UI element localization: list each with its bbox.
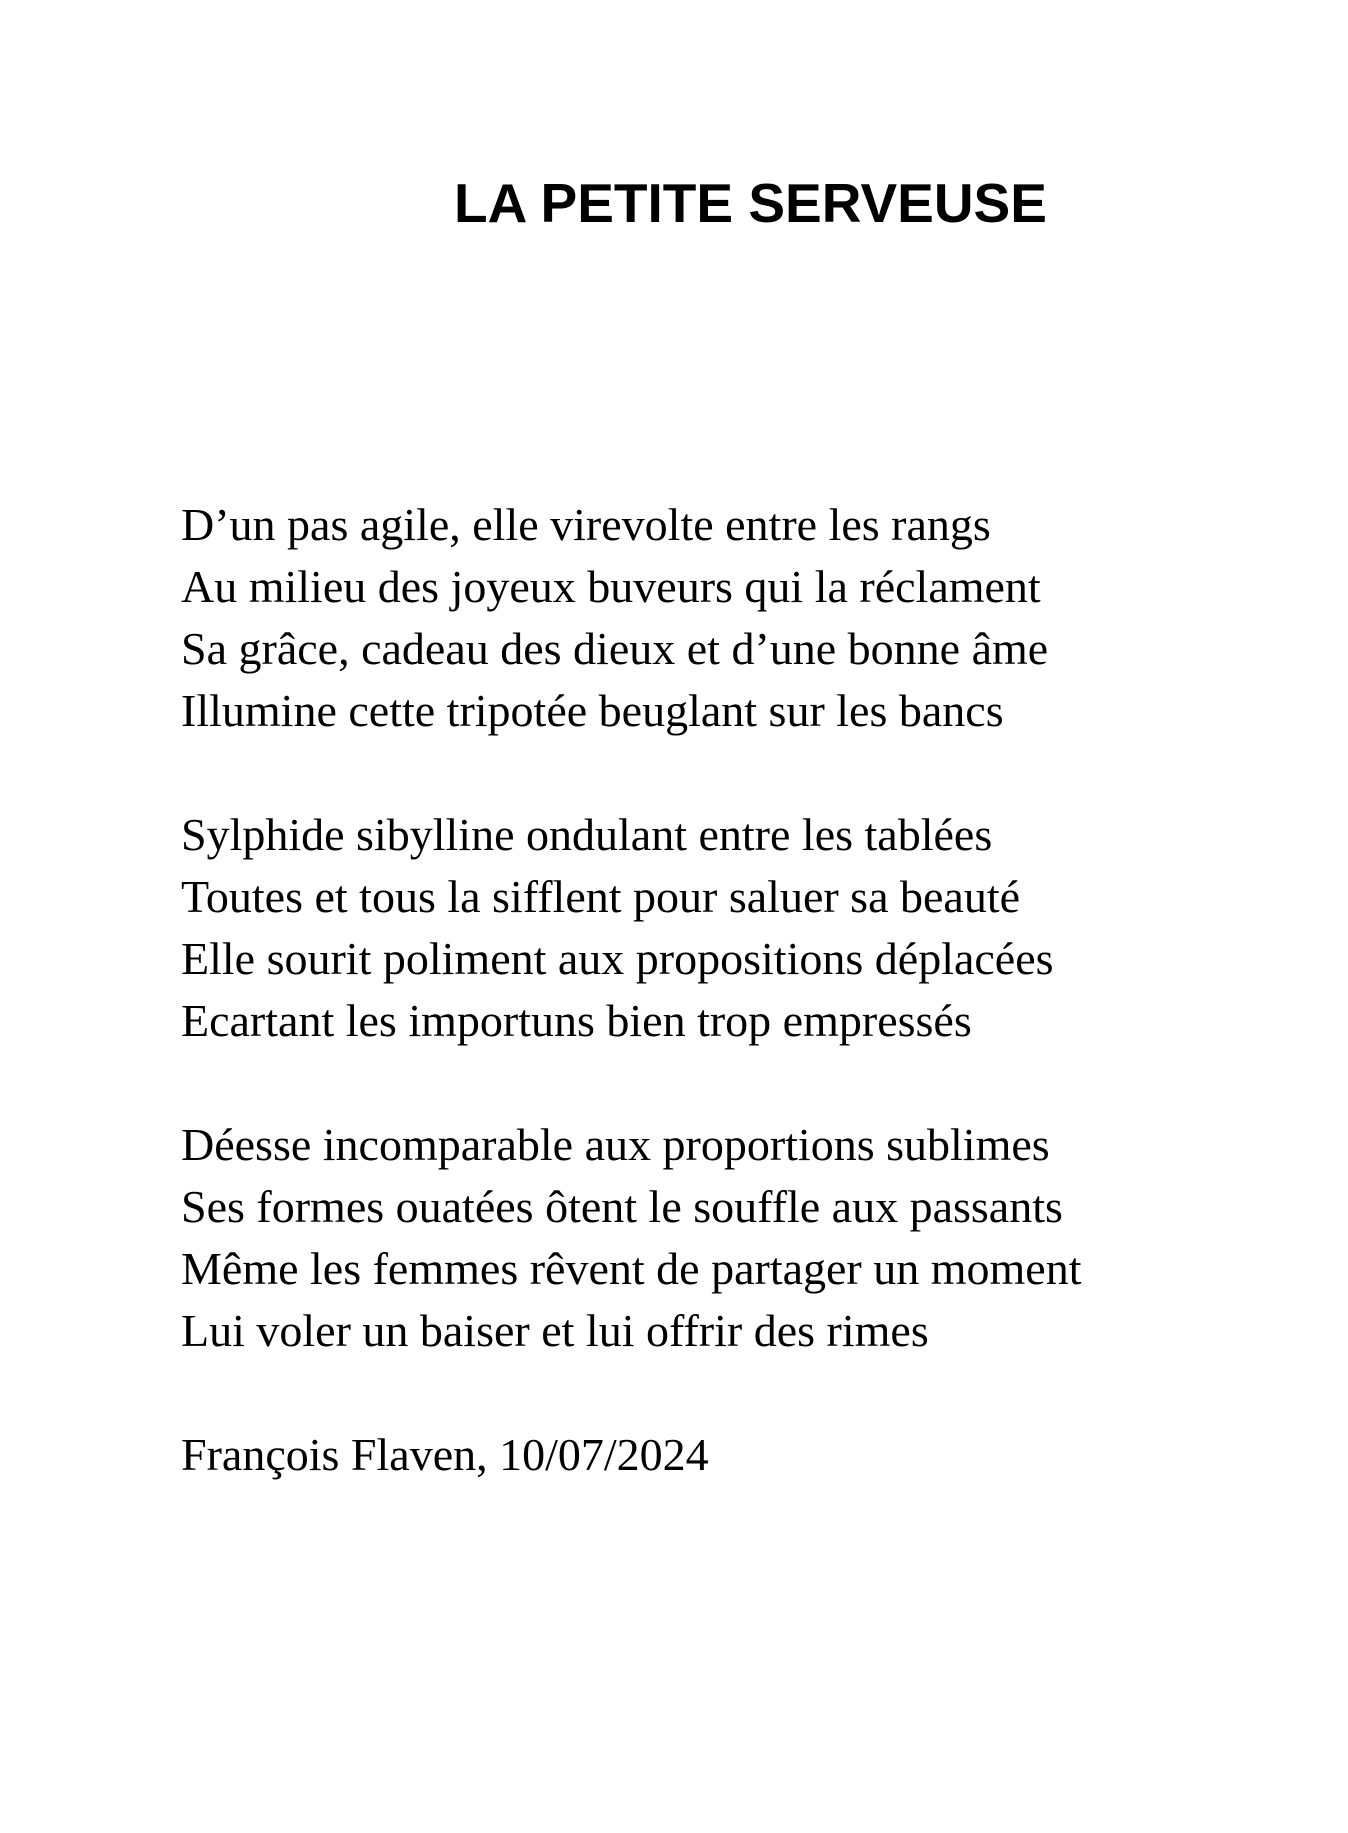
poem-title: LA PETITE SERVEUSE <box>454 172 1047 234</box>
poem-line: Sa grâce, cadeau des dieux et d’une bonne âme <box>181 623 1049 674</box>
poem-line: D’un pas agile, elle virevolte entre les rangs <box>181 499 991 550</box>
poem-body <box>181 494 1301 1486</box>
poem-line: Même les femmes rêvent de partager un moment <box>181 1243 1082 1294</box>
stanza-2 <box>181 804 1301 1052</box>
poem-line: Toutes et tous la sifflent pour saluer sa beauté <box>181 871 1021 922</box>
poem-line: Lui voler un baiser et lui offrir des rimes <box>181 1305 929 1356</box>
poem-line: Illumine cette tripotée beuglant sur les bancs <box>181 685 1004 736</box>
poem-line: Sylphide sibylline ondulant entre les tablées <box>181 809 993 860</box>
author-signature: François Flaven, 10/07/2024 <box>181 1429 709 1480</box>
poem-line: Déesse incomparable aux proportions sublimes <box>181 1119 1050 1170</box>
poem-line: Ses formes ouatées ôtent le souffle aux passants <box>181 1181 1063 1232</box>
stanza-3 <box>181 1114 1301 1362</box>
poem-line: Au milieu des joyeux buveurs qui la réclament <box>181 561 1041 612</box>
stanza-1 <box>181 494 1301 742</box>
poem-line: Elle sourit poliment aux propositions déplacées <box>181 933 1054 984</box>
poem-line: Ecartant les importuns bien trop empressés <box>181 995 972 1046</box>
